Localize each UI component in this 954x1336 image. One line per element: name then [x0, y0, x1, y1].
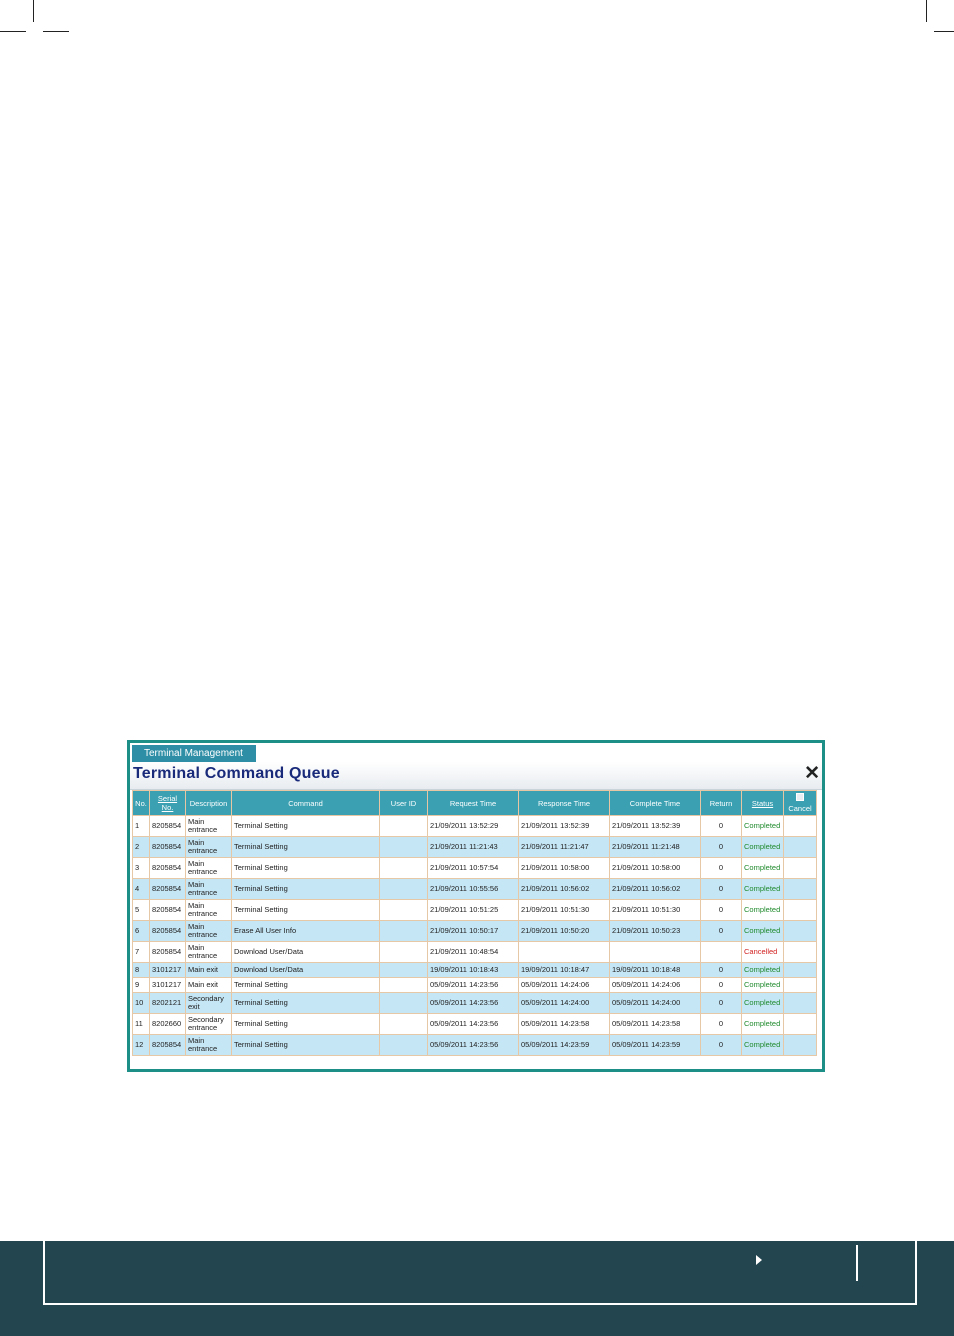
cell-request-time: 05/09/2011 14:23:56 — [428, 978, 519, 993]
cell-cancel[interactable] — [784, 879, 817, 900]
cell-status: Completed — [742, 816, 784, 837]
cell-serial: 3101217 — [150, 963, 186, 978]
table-row[interactable] — [133, 963, 817, 978]
cell-description: Main entrance — [186, 816, 232, 837]
footer-frame — [43, 1241, 917, 1305]
cell-status: Completed — [742, 1035, 784, 1056]
cell-serial: 8205854 — [150, 879, 186, 900]
cell-return: 0 — [701, 816, 742, 837]
cell-no: 5 — [133, 900, 150, 921]
cell-response-time: 19/09/2011 10:18:47 — [519, 963, 610, 978]
cell-no: 10 — [133, 993, 150, 1014]
cell-command: Terminal Setting — [232, 879, 380, 900]
col-header-description: Description — [186, 791, 232, 816]
cell-command: Terminal Setting — [232, 900, 380, 921]
cancel-label: Cancel — [788, 804, 812, 813]
cell-response-time: 21/09/2011 10:50:20 — [519, 921, 610, 942]
cell-description: Secondary entrance — [186, 1014, 232, 1035]
cell-status: Completed — [742, 921, 784, 942]
cell-status: Cancelled — [742, 942, 784, 963]
cell-command: Terminal Setting — [232, 816, 380, 837]
cell-no: 4 — [133, 879, 150, 900]
table-row[interactable] — [133, 921, 817, 942]
cell-return: 0 — [701, 858, 742, 879]
close-icon[interactable]: ✕ — [804, 763, 820, 784]
cell-description: Main entrance — [186, 837, 232, 858]
cell-description: Main entrance — [186, 1035, 232, 1056]
cell-status: Completed — [742, 837, 784, 858]
cell-complete-time: 21/09/2011 10:51:30 — [610, 900, 701, 921]
cell-request-time: 21/09/2011 10:57:54 — [428, 858, 519, 879]
crop-mark — [33, 0, 34, 22]
right-triangle-icon — [756, 1255, 762, 1265]
col-header-status[interactable] — [742, 791, 784, 816]
cell-description: Main exit — [186, 963, 232, 978]
cell-serial: 8205854 — [150, 1035, 186, 1056]
cell-no: 1 — [133, 816, 150, 837]
cell-status: Completed — [742, 1014, 784, 1035]
cell-no: 12 — [133, 1035, 150, 1056]
cell-request-time: 05/09/2011 14:23:56 — [428, 1014, 519, 1035]
cell-return: 0 — [701, 921, 742, 942]
table-row[interactable] — [133, 858, 817, 879]
cell-complete-time — [610, 942, 701, 963]
cell-return: 0 — [701, 879, 742, 900]
cell-complete-time: 21/09/2011 13:52:39 — [610, 816, 701, 837]
crop-mark — [926, 0, 927, 22]
cell-user-id — [380, 837, 428, 858]
cancel-checkbox-icon[interactable] — [796, 793, 804, 801]
cell-user-id — [380, 858, 428, 879]
cell-status: Completed — [742, 879, 784, 900]
cell-complete-time: 21/09/2011 10:58:00 — [610, 858, 701, 879]
col-header-user-id: User ID — [380, 791, 428, 816]
cell-user-id — [380, 900, 428, 921]
cell-request-time: 21/09/2011 10:50:17 — [428, 921, 519, 942]
cell-user-id — [380, 963, 428, 978]
cell-command: Terminal Setting — [232, 837, 380, 858]
cell-response-time: 21/09/2011 10:58:00 — [519, 858, 610, 879]
cell-response-time: 21/09/2011 13:52:39 — [519, 816, 610, 837]
cell-request-time: 05/09/2011 14:23:56 — [428, 993, 519, 1014]
cell-no: 11 — [133, 1014, 150, 1035]
cell-description: Main entrance — [186, 900, 232, 921]
cell-complete-time: 21/09/2011 10:56:02 — [610, 879, 701, 900]
cell-return: 0 — [701, 837, 742, 858]
cell-serial: 8205854 — [150, 837, 186, 858]
cell-complete-time: 21/09/2011 10:50:23 — [610, 921, 701, 942]
cell-complete-time: 19/09/2011 10:18:48 — [610, 963, 701, 978]
sort-status-link[interactable]: Status — [751, 798, 774, 808]
col-header-cancel[interactable] — [784, 791, 817, 816]
cell-command: Erase All User Info — [232, 921, 380, 942]
cell-serial: 8202121 — [150, 993, 186, 1014]
cell-status: Completed — [742, 858, 784, 879]
cell-status: Completed — [742, 963, 784, 978]
sort-serial-link[interactable]: Serial No. — [157, 794, 178, 812]
cell-user-id — [380, 978, 428, 993]
tab-terminal-management[interactable]: Terminal Management — [132, 745, 256, 763]
cell-user-id — [380, 1035, 428, 1056]
col-header-serial[interactable] — [150, 791, 186, 816]
cell-response-time: 05/09/2011 14:23:58 — [519, 1014, 610, 1035]
cell-return — [701, 942, 742, 963]
cell-return: 0 — [701, 900, 742, 921]
cell-no: 3 — [133, 858, 150, 879]
cell-serial: 8205854 — [150, 921, 186, 942]
cell-cancel[interactable] — [784, 921, 817, 942]
table-row[interactable] — [133, 900, 817, 921]
cell-serial: 8205854 — [150, 942, 186, 963]
cell-command: Terminal Setting — [232, 858, 380, 879]
cell-description: Main entrance — [186, 858, 232, 879]
tab-bar — [130, 743, 822, 761]
cell-command: Download User/Data — [232, 942, 380, 963]
cell-cancel[interactable] — [784, 978, 817, 993]
cell-command: Terminal Setting — [232, 978, 380, 993]
cell-user-id — [380, 1014, 428, 1035]
cell-complete-time: 05/09/2011 14:23:58 — [610, 1014, 701, 1035]
cell-request-time: 21/09/2011 10:48:54 — [428, 942, 519, 963]
cell-request-time: 19/09/2011 10:18:43 — [428, 963, 519, 978]
cell-response-time: 21/09/2011 10:56:02 — [519, 879, 610, 900]
cell-no: 8 — [133, 963, 150, 978]
table-row[interactable] — [133, 1014, 817, 1035]
cell-request-time: 21/09/2011 10:55:56 — [428, 879, 519, 900]
col-header-command: Command — [232, 791, 380, 816]
cell-description: Main entrance — [186, 921, 232, 942]
cell-no: 2 — [133, 837, 150, 858]
col-header-no: No. — [133, 791, 150, 816]
cell-serial: 8205854 — [150, 816, 186, 837]
cell-response-time: 05/09/2011 14:24:00 — [519, 993, 610, 1014]
cell-user-id — [380, 942, 428, 963]
cell-cancel[interactable] — [784, 993, 817, 1014]
footer-divider — [856, 1245, 858, 1281]
command-queue-table — [132, 790, 817, 1056]
cell-serial: 8205854 — [150, 858, 186, 879]
cell-status: Completed — [742, 978, 784, 993]
col-header-response-time: Response Time — [519, 791, 610, 816]
cell-response-time: 21/09/2011 11:21:47 — [519, 837, 610, 858]
crop-mark — [934, 31, 954, 32]
page-footer — [0, 1241, 954, 1336]
col-header-return: Return — [701, 791, 742, 816]
cell-request-time: 21/09/2011 13:52:29 — [428, 816, 519, 837]
cell-cancel[interactable] — [784, 1035, 817, 1056]
cell-serial: 8205854 — [150, 900, 186, 921]
cell-cancel[interactable] — [784, 942, 817, 963]
table-row[interactable] — [133, 837, 817, 858]
table-row[interactable] — [133, 1035, 817, 1056]
cell-cancel[interactable] — [784, 837, 817, 858]
cell-request-time: 05/09/2011 14:23:56 — [428, 1035, 519, 1056]
table-row[interactable] — [133, 978, 817, 993]
cell-user-id — [380, 921, 428, 942]
title-bar — [130, 762, 822, 790]
table-row[interactable] — [133, 993, 817, 1014]
col-header-complete-time: Complete Time — [610, 791, 701, 816]
cell-status: Completed — [742, 993, 784, 1014]
cell-user-id — [380, 879, 428, 900]
cell-description: Main entrance — [186, 879, 232, 900]
cell-status: Completed — [742, 900, 784, 921]
table-row[interactable] — [133, 816, 817, 837]
cell-no: 7 — [133, 942, 150, 963]
cell-no: 9 — [133, 978, 150, 993]
cell-request-time: 21/09/2011 10:51:25 — [428, 900, 519, 921]
cell-cancel[interactable] — [784, 900, 817, 921]
cell-command: Terminal Setting — [232, 1014, 380, 1035]
cell-description: Main exit — [186, 978, 232, 993]
cell-complete-time: 05/09/2011 14:23:59 — [610, 1035, 701, 1056]
cell-cancel[interactable] — [784, 858, 817, 879]
cell-complete-time: 05/09/2011 14:24:00 — [610, 993, 701, 1014]
cell-user-id — [380, 993, 428, 1014]
cell-cancel[interactable] — [784, 816, 817, 837]
cell-serial: 3101217 — [150, 978, 186, 993]
cell-request-time: 21/09/2011 11:21:43 — [428, 837, 519, 858]
cell-no: 6 — [133, 921, 150, 942]
table-row[interactable] — [133, 879, 817, 900]
cell-response-time: 05/09/2011 14:23:59 — [519, 1035, 610, 1056]
table-header-row — [133, 791, 817, 816]
col-header-request-time: Request Time — [428, 791, 519, 816]
crop-mark — [43, 31, 69, 32]
cell-return: 0 — [701, 1035, 742, 1056]
cell-complete-time: 21/09/2011 11:21:48 — [610, 837, 701, 858]
cell-command: Terminal Setting — [232, 1035, 380, 1056]
cell-description: Main entrance — [186, 942, 232, 963]
cell-return: 0 — [701, 1014, 742, 1035]
cell-command: Download User/Data — [232, 963, 380, 978]
cell-user-id — [380, 816, 428, 837]
crop-mark — [0, 31, 26, 32]
cell-return: 0 — [701, 993, 742, 1014]
page-title: Terminal Command Queue — [133, 765, 340, 782]
terminal-command-queue-window — [127, 740, 825, 1072]
cell-return: 0 — [701, 963, 742, 978]
cell-description: Secondary exit — [186, 993, 232, 1014]
cell-cancel[interactable] — [784, 1014, 817, 1035]
cell-command: Terminal Setting — [232, 993, 380, 1014]
cell-response-time: 21/09/2011 10:51:30 — [519, 900, 610, 921]
cell-response-time — [519, 942, 610, 963]
cell-complete-time: 05/09/2011 14:24:06 — [610, 978, 701, 993]
cell-response-time: 05/09/2011 14:24:06 — [519, 978, 610, 993]
cell-serial: 8202660 — [150, 1014, 186, 1035]
cell-return: 0 — [701, 978, 742, 993]
cell-cancel[interactable] — [784, 963, 817, 978]
table-row[interactable] — [133, 942, 817, 963]
